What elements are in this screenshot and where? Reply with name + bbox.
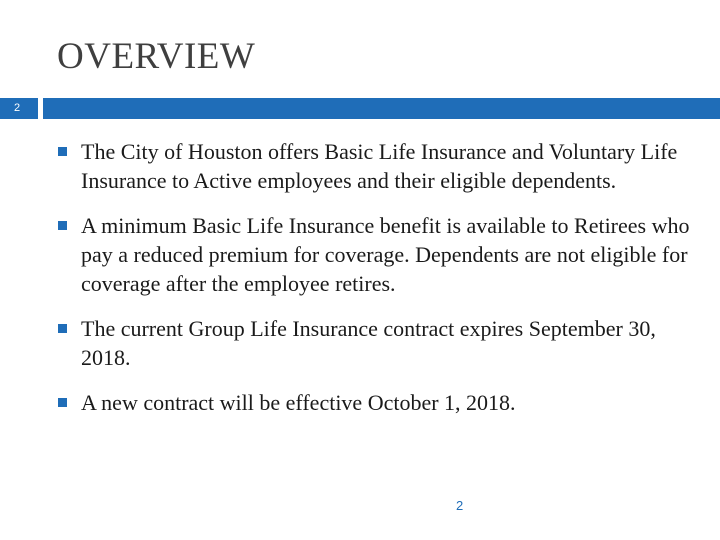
square-bullet-icon	[58, 147, 67, 156]
bullet-text: The current Group Life Insurance contract expires September 30, 2018.	[81, 316, 656, 370]
bullet-item	[54, 388, 694, 417]
slide-title: OVERVIEW	[57, 36, 256, 77]
bullet-list	[54, 137, 694, 433]
bullet-text: A minimum Basic Life Insurance benefit is available to Retirees who pay a reduced premium for coverage. Dependents are not eligible for coverage after the employee retires.	[81, 213, 690, 296]
footer-page-number: 2	[456, 498, 464, 513]
bullet-text: The City of Houston offers Basic Life Insurance and Voluntary Life Insurance to Active employees and their eligible dependents.	[81, 139, 678, 193]
bullet-item	[54, 314, 694, 372]
header-bar-right	[43, 98, 720, 119]
square-bullet-icon	[58, 324, 67, 333]
square-bullet-icon	[58, 221, 67, 230]
square-bullet-icon	[58, 398, 67, 407]
bullet-item	[54, 137, 694, 195]
bullet-item	[54, 211, 694, 298]
header-slide-number: 2	[14, 102, 21, 114]
bullet-text: A new contract will be effective October 1, 2018.	[81, 390, 516, 415]
